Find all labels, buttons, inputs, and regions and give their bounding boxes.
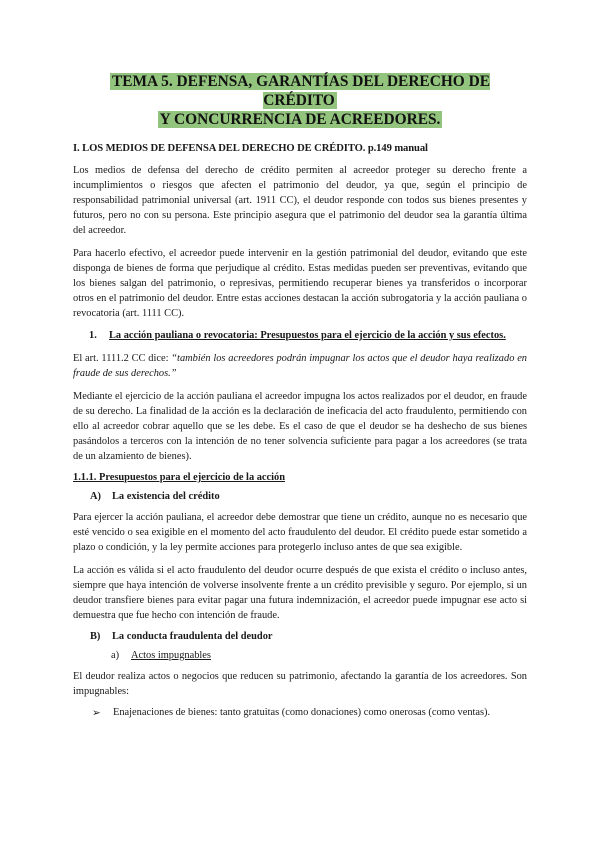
document-title bbox=[73, 72, 527, 129]
subsection-heading bbox=[73, 329, 527, 343]
subpoint-label: a) bbox=[111, 650, 120, 661]
point-heading-b bbox=[73, 631, 527, 642]
point-label: A) bbox=[90, 491, 101, 502]
paragraph: El deudor realiza actos o negocios que reducen su patrimonio, afectando la garantía de los acreedores. Son impugnables: bbox=[73, 671, 527, 697]
list-item bbox=[73, 707, 527, 719]
paragraph: La acción es válida si el acto fraudulento del deudor ocurre después de que exista el crédito o incluso antes, siempre que haya intención de volverse insolvente frente a un crédito previsible y seguro. Por ejemplo, si un deudor transfiere bienes para evitar pagar una futura indemnización, el acreedor puede impugnar ese acto si demuestra que fue hecho con intención de fraude. bbox=[73, 565, 527, 621]
paragraph: Para hacerlo efectivo, el acreedor puede intervenir en la gestión patrimonial del deudor, evitando que este disponga de bienes de forma que perjudique al crédito. Estas medidas pueden ser preventivas, evitando que los bienes salgan del patrimonio, o represivas, permitiendo recuperar bienes ya transferidos o incorporar otros en el patrimonio del deudor. Entre estas acciones destacan la acción subrogatoria y la acción pauliana o revocatoria (art. 1111 CC). bbox=[73, 248, 527, 319]
point-heading-a bbox=[73, 491, 527, 502]
subsection-title: La acción pauliana o revocatoria: Presupuestos para el ejercicio de la acción y sus efectos. bbox=[109, 330, 506, 341]
quote-paragraph bbox=[73, 351, 527, 381]
arrow-bullet-icon: ➢ bbox=[92, 708, 101, 719]
paragraph: Mediante el ejercicio de la acción pauliana el acreedor impugna los actos realizados por el deudor, en fraude de su derecho. La finalidad de la acción es la declaración de ineficacia del acto fraudulento, permitiendo con ello al acreedor cobrar aquello que se les debe. Es el caso de que el deudor se ha deshecho de sus bienes pasándolos a terceros con la intención de no tener solvencia suficiente para pagar a los acreedores (se trata de un alzamiento de bienes). bbox=[73, 391, 527, 462]
paragraph: Para ejercer la acción pauliana, el acreedor debe demostrar que tiene un crédito, aunque no es necesario que esté vencido o sea exigible en el momento del acto fraudulento del deudor. El crédito puede estar sometido a plazo o condición, y la ley permite acciones para protegerlo incluso antes de que sea exigible. bbox=[73, 512, 527, 553]
quote-text: “también los acreedores podrán impugnar los actos que el deudor haya realizado en fraude de sus derechos.” bbox=[73, 353, 527, 379]
subpoint-heading bbox=[73, 650, 527, 661]
list-item-text: Enajenaciones de bienes: tanto gratuitas (como donaciones) como onerosas (como ventas). bbox=[113, 707, 491, 718]
paragraph: Los medios de defensa del derecho de crédito permiten al acreedor proteger su derecho frente a incumplimientos o riesgos que afecten el patrimonio del deudor, ya que, según el principio de responsabilidad patrimonial universal (art. 1911 CC), el deudor responde con todos sus bienes presentes y futuros, pero no con su persona. Este principio asegura que el patrimonio del deudor sea la garantía última del acreedor. bbox=[73, 165, 527, 236]
subsection-number: 1. bbox=[89, 330, 97, 341]
title-line-1: TEMA 5. DEFENSA, GARANTÍAS DEL DERECHO DE CRÉDITO bbox=[112, 73, 490, 109]
point-label: B) bbox=[90, 631, 101, 642]
point-title: La conducta fraudulenta del deudor bbox=[112, 631, 273, 642]
title-line-2: Y CONCURRENCIA DE ACREEDORES. bbox=[159, 111, 441, 128]
subsubsection-heading: 1.1.1. Presupuestos para el ejercicio de la acción bbox=[73, 472, 286, 483]
point-title: La existencia del crédito bbox=[112, 491, 220, 502]
subpoint-title: Actos impugnables bbox=[131, 650, 211, 661]
section-heading: I. LOS MEDIOS DE DEFENSA DEL DERECHO DE CRÉDITO. p.149 manual bbox=[73, 143, 428, 154]
quote-prefix: El art. 1111.2 CC dice: bbox=[73, 353, 172, 364]
